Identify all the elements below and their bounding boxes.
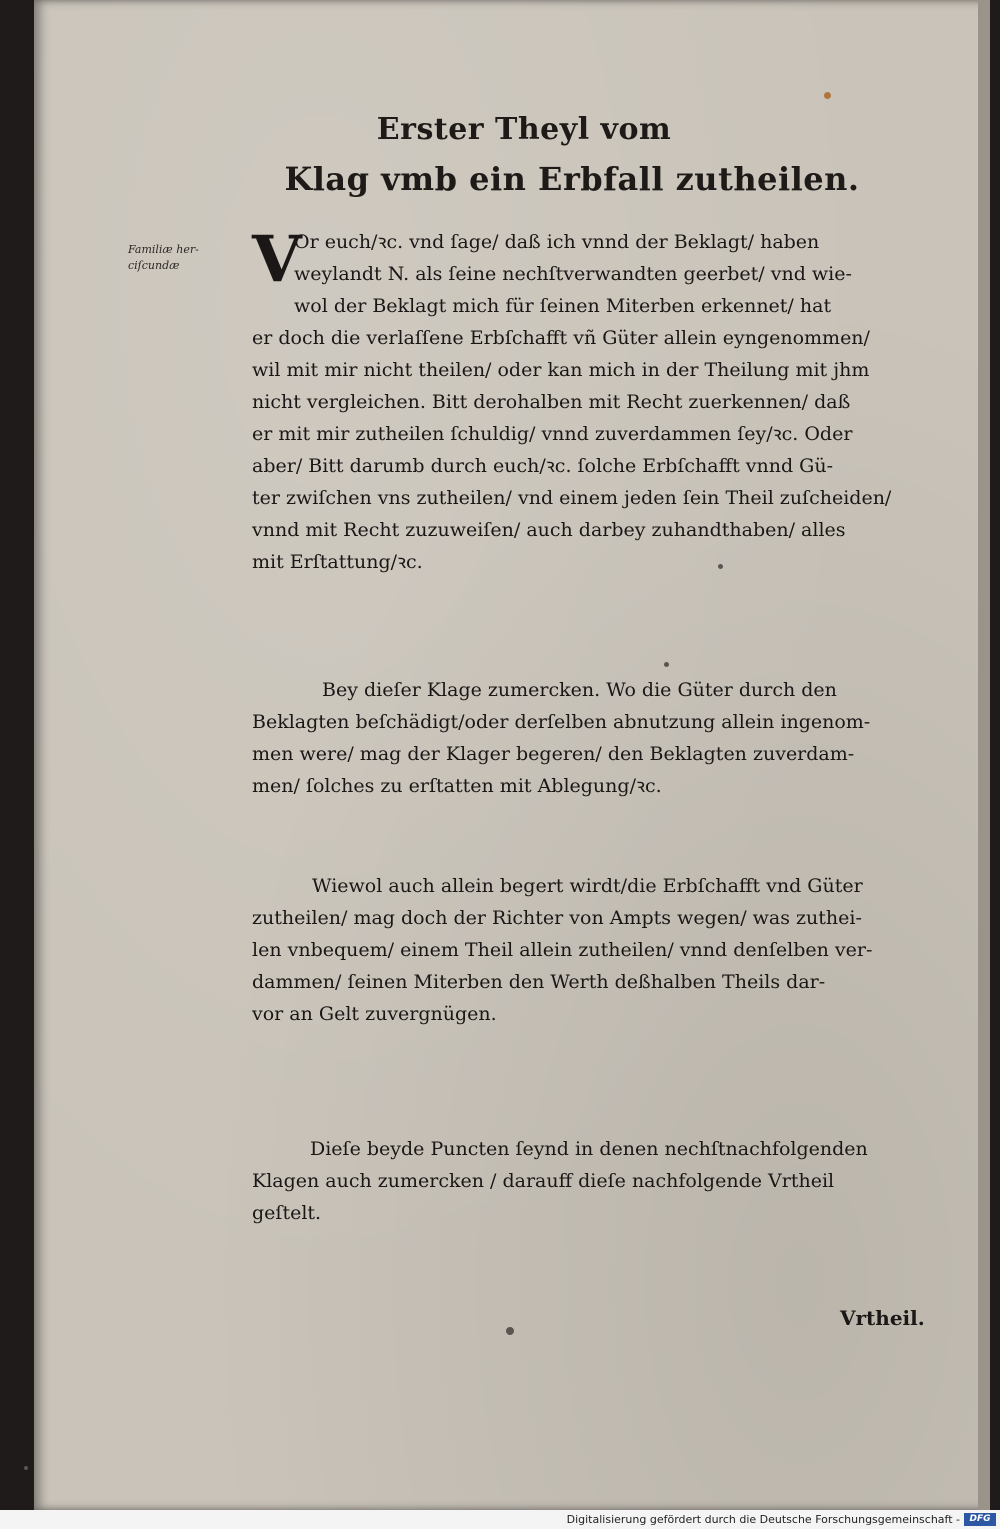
text-line: men/ ſolches zu erſtatten mit Ablegung/ꝛc.: [252, 775, 662, 797]
text-line: Or euch/ꝛc. vnd ſage/ daß ich vnnd der Beklagt/ haben: [294, 231, 820, 253]
paragraph-note-1: [252, 674, 942, 802]
page-edge: [978, 0, 990, 1510]
text-line: mit Erſtattung/ꝛc.: [252, 551, 423, 573]
text-line: Dieſe beyde Puncten ſeynd in denen nechſtnachfolgenden: [310, 1138, 868, 1160]
text-line: Klagen auch zumercken / darauff dieſe nachfolgende Vrtheil: [252, 1170, 835, 1192]
drop-initial: V: [252, 222, 302, 297]
text-line: er mit mir zutheilen ſchuldig/ vnnd zuverdammen ſey/ꝛc. Oder: [252, 423, 853, 445]
book-page: [34, 0, 990, 1510]
text-line: len vnbequem/ einem Theil allein zutheilen/ vnnd denſelben ver-: [252, 939, 873, 961]
dfg-logo-icon: DFG: [964, 1513, 996, 1526]
foxing-spot: [824, 92, 831, 99]
marginal-note-line: Familiæ her-: [128, 243, 199, 256]
paragraph-note-2: [252, 870, 942, 1030]
text-line: vor an Gelt zuvergnügen.: [252, 1003, 497, 1025]
ink-spot: [506, 1327, 514, 1335]
text-line: wol der Beklagt mich für ſeinen Miterben erkennet/ hat: [294, 295, 832, 317]
text-line: Wiewol auch allein begert wirdt/die Erbſchafft vnd Güter: [312, 875, 863, 897]
ink-spot: [664, 662, 669, 667]
text-line: weylandt N. als ſeine nechſtverwandten geerbet/ vnd wie-: [294, 263, 852, 285]
footer-credit: Digitalisierung gefördert durch die Deutsche Forschungsgemeinschaft -: [566, 1513, 960, 1526]
text-line: dammen/ ſeinen Miterben den Werth deßhalben Theils dar-: [252, 971, 826, 993]
marginal-note-line: ciſcundæ: [128, 259, 180, 272]
heading-line-2: Klag vmb ein Erbfall zutheilen.: [284, 160, 860, 198]
paragraph-note-3: [252, 1133, 942, 1229]
text-line: ter zwiſchen vns zutheilen/ vnd einem jeden ſein Theil zuſcheiden/: [252, 487, 892, 509]
ink-spot: [718, 564, 723, 569]
marginal-note: [128, 242, 218, 274]
catchword: Vrtheil.: [840, 1306, 925, 1330]
text-line: Bey dieſer Klage zumercken. Wo die Güter durch den: [322, 679, 837, 701]
text-line: aber/ Bitt darumb durch euch/ꝛc. ſolche Erbſchafft vnnd Gü-: [252, 455, 834, 477]
footer-bar: [0, 1510, 1000, 1529]
paragraph-main: [252, 222, 942, 578]
heading-line-1: Erster Theyl vom: [376, 112, 672, 147]
text-line: er doch die verlaſſene Erbſchafft vñ Güter allein eyngenommen/: [252, 327, 870, 349]
text-line: zutheilen/ mag doch der Richter von Ampts wegen/ was zuthei-: [252, 907, 862, 929]
text-line: wil mit mir nicht theilen/ oder kan mich in der Theilung mit jhm: [252, 359, 870, 381]
text-line: Beklagten beſchädigt/oder derſelben abnutzung allein ingenom-: [252, 711, 871, 733]
text-line: men were/ mag der Klager begeren/ den Beklagten zuverdam-: [252, 743, 855, 765]
ink-spot: [24, 1466, 28, 1470]
text-line: geſtelt.: [252, 1202, 322, 1224]
text-line: nicht vergleichen. Bitt derohalben mit Recht zuerkennen/ daß: [252, 391, 851, 413]
text-line: vnnd mit Recht zuzuweiſen/ auch darbey zuhandthaben/ alles: [252, 519, 846, 541]
